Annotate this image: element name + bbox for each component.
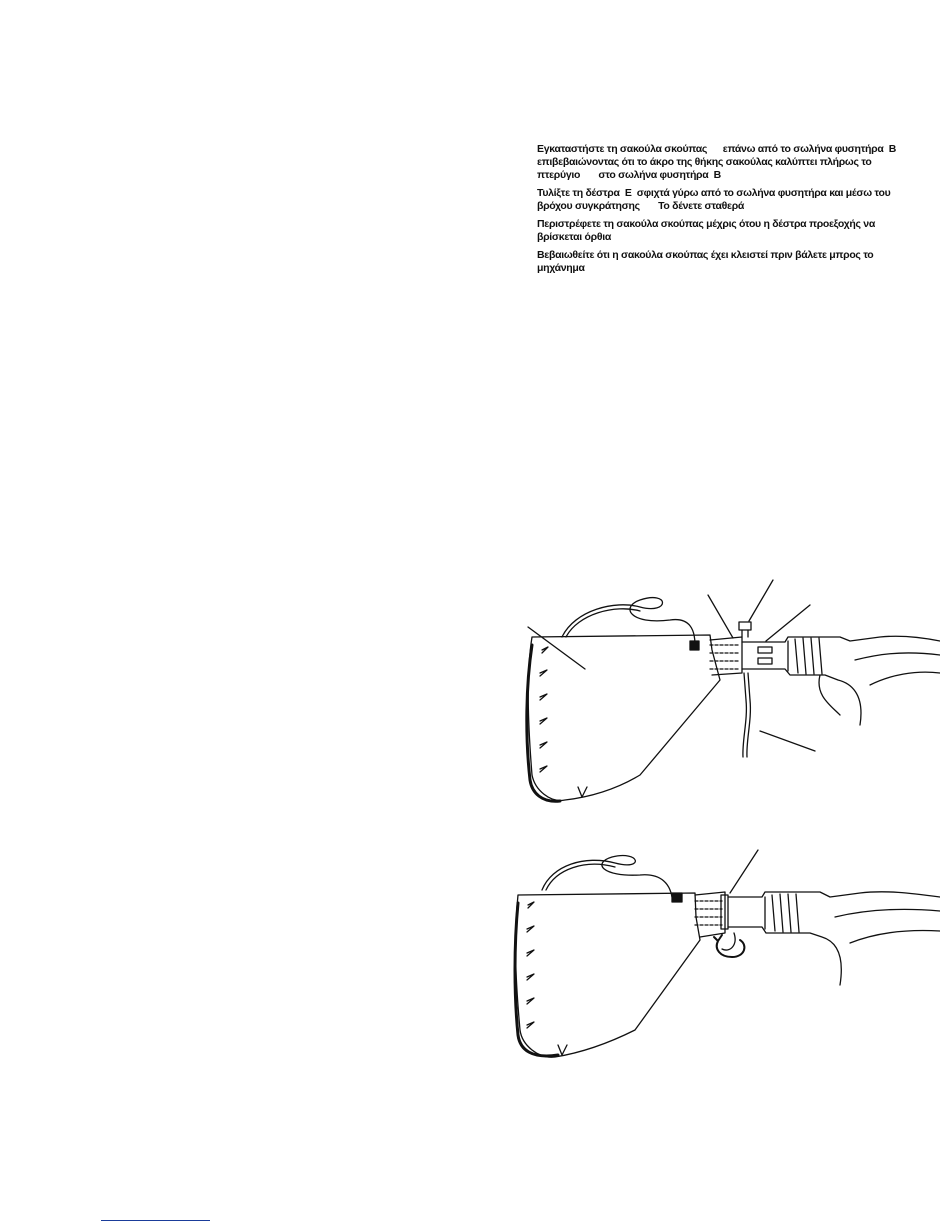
callout-leader-tie <box>749 580 773 621</box>
rotation-arrow <box>714 935 744 957</box>
vacuum-bag-outline <box>516 893 700 1057</box>
bag-carry-strap <box>542 856 672 897</box>
instruction-step-3: Περιστρέφετε τη σακούλα σκούπας μέχρις ότου η δέστρα προεξοχής να βρίσκεται όρθια <box>537 218 878 243</box>
tie-strap <box>743 673 751 757</box>
instruction-step-4: Βεβαιωθείτε ότι η σακούλα σκούπας έχει κλειστεί πριν βάλετε μπρος το μηχάνημα <box>537 249 877 274</box>
tie-strap-buckle <box>739 622 751 630</box>
instruction-step-2: Τυλίξτε τη δέστρα E σφιχτά γύρω από το σωλήνα φυσητήρα και μέσω του βρόχου συγκράτησης Το δένετε σταθερά <box>537 187 894 212</box>
callout-leader-tie <box>730 850 758 893</box>
instruction-list <box>537 143 917 280</box>
strap-clip <box>672 893 682 902</box>
callout-leader-bag <box>528 627 585 669</box>
footnote-divider <box>101 1220 210 1221</box>
bag-installation-diagram <box>520 575 940 810</box>
instruction-step-1: Εγκαταστήστε τη σακούλα σκούπας επάνω από το σωλήνα φυσητήρα B επιβεβαιώνοντας ότι το άκρο της θήκης σακούλας καλύπτει πλήρως το πτερύγιο στο σωλήνα φυσητήρα B <box>537 143 907 181</box>
bag-carry-strap <box>562 598 695 645</box>
blower-tube <box>728 892 940 985</box>
callout-leader-tube <box>766 605 810 641</box>
callout-leader-strap <box>760 731 815 751</box>
strap-clip <box>690 641 699 650</box>
bag-rotated-diagram <box>500 845 940 1065</box>
vacuum-bag-outline <box>528 635 720 800</box>
callout-leader-collar <box>708 595 733 638</box>
